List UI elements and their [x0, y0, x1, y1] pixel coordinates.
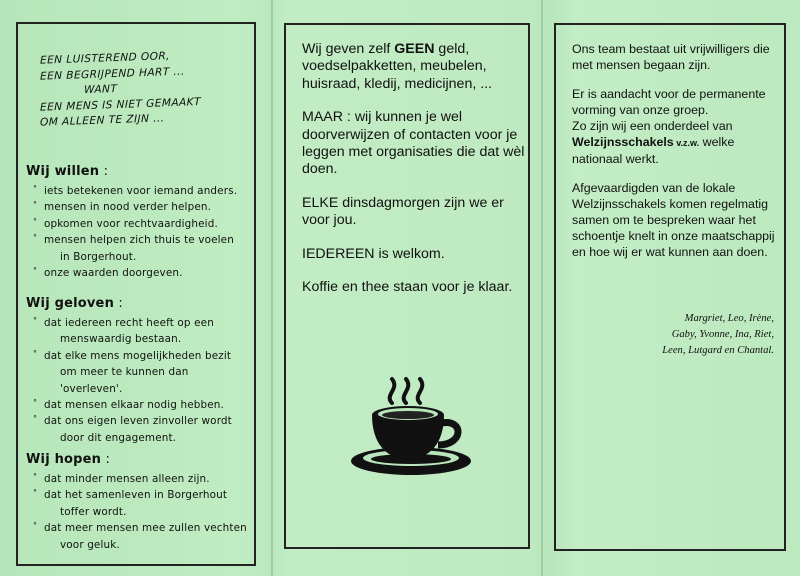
section-wij-willen [26, 164, 252, 281]
paragraph: Wij geven zelf GEEN geld, voedselpakketten, meubelen, huisraad, kledij, medicijnen, ... [302, 41, 493, 92]
list-item: ° dat iedereen recht heeft op een menswaardig bestaan. [44, 315, 252, 348]
list-item: ° dat elke mens mogelijkheden bezit om meer te kunnen dan 'overleven'. [44, 348, 252, 397]
list-item: ° onze waarden doorgeven. [44, 265, 252, 281]
motto-line: EEN BEGRIJPEND HART ... [40, 65, 185, 83]
list-item: ° opkomen voor rechtvaardigheid. [44, 216, 252, 232]
signers-line: Gaby, Yvonne, Ina, Riet, [671, 329, 774, 340]
signers-line: Margriet, Leo, Irène, [684, 313, 774, 324]
motto [40, 46, 250, 131]
section-heading: Wij willen : [26, 164, 109, 179]
signers [574, 311, 774, 359]
middle-text [302, 41, 526, 312]
motto-line: EEN MENS IS NIET GEMAAKT [40, 95, 201, 114]
bullet-list [26, 471, 252, 553]
motto-line: EEN LUISTEREND OOR, [40, 50, 170, 67]
list-item: ° mensen helpen zich thuis te voelen in Borgerhout. [44, 232, 252, 265]
bullet-icon: ° [33, 348, 38, 358]
paragraph: IEDEREEN is welkom. [302, 245, 445, 262]
list-item: ° dat mensen elkaar nodig hebben. [44, 397, 252, 413]
list-item: ° dat minder mensen alleen zijn. [44, 471, 252, 487]
panel-right [554, 23, 786, 551]
paragraph: Afgevaardigden van de lokale Welzijnsschakels komen regelmatig samen om te bespreken waar het schoentje knelt in onze maatschappij en hoe wij er wat kunnen aan doen. [572, 181, 775, 259]
bullet-list [26, 183, 252, 281]
section-wij-geloven [26, 296, 252, 446]
panel-middle [284, 23, 530, 549]
paragraph: MAAR : wij kunnen je wel doorverwijzen of contacten voor je leggen met organisaties die dat wèl doen. [302, 109, 525, 178]
paragraph: Ons team bestaat uit vrijwilligers die met mensen begaan zijn. [572, 42, 770, 72]
bullet-icon: ° [33, 414, 38, 424]
motto-line: WANT [84, 82, 118, 97]
fold-line-right [541, 0, 543, 576]
bullet-icon: ° [33, 521, 38, 531]
list-item: ° dat het samenleven in Borgerhout toffer wordt. [44, 487, 252, 520]
right-text [572, 41, 778, 273]
bullet-icon: ° [33, 398, 38, 408]
list-item: ° iets betekenen voor iemand anders. [44, 183, 252, 199]
panel-left [16, 22, 256, 566]
list-item: ° mensen in nood verder helpen. [44, 199, 252, 215]
fold-line-left [271, 0, 273, 576]
section-heading: Wij hopen : [26, 452, 111, 467]
list-item: ° dat meer mensen mee zullen vechten voor geluk. [44, 520, 252, 553]
paragraph: Koffie en thee staan voor je klaar. [302, 279, 513, 296]
section-wij-hopen [26, 452, 252, 553]
list-item: ° dat ons eigen leven zinvoller wordt door dit engagement. [44, 413, 252, 446]
bullet-icon: ° [33, 266, 38, 276]
paragraph: Er is aandacht voor de permanente vorming van onze groep. Zo zijn wij een onderdeel van Welzijnsschakels v.z.w. welke nationaal werkt. [572, 87, 766, 166]
coffee-cup-icon [348, 373, 474, 477]
section-heading: Wij geloven : [26, 296, 123, 311]
bullet-icon: ° [33, 216, 38, 226]
bullet-icon: ° [33, 488, 38, 498]
bullet-icon: ° [33, 233, 38, 243]
bullet-icon: ° [33, 200, 38, 210]
bullet-icon: ° [33, 316, 38, 325]
paragraph: ELKE dinsdagmorgen zijn we er voor jou. [302, 194, 504, 229]
bullet-icon: ° [33, 472, 38, 481]
bullet-list [26, 315, 252, 446]
bullet-icon: ° [33, 184, 38, 193]
motto-line: OM ALLEEN TE ZIJN ... [40, 112, 165, 129]
signers-line: Leen, Lutgard en Chantal. [662, 345, 774, 356]
